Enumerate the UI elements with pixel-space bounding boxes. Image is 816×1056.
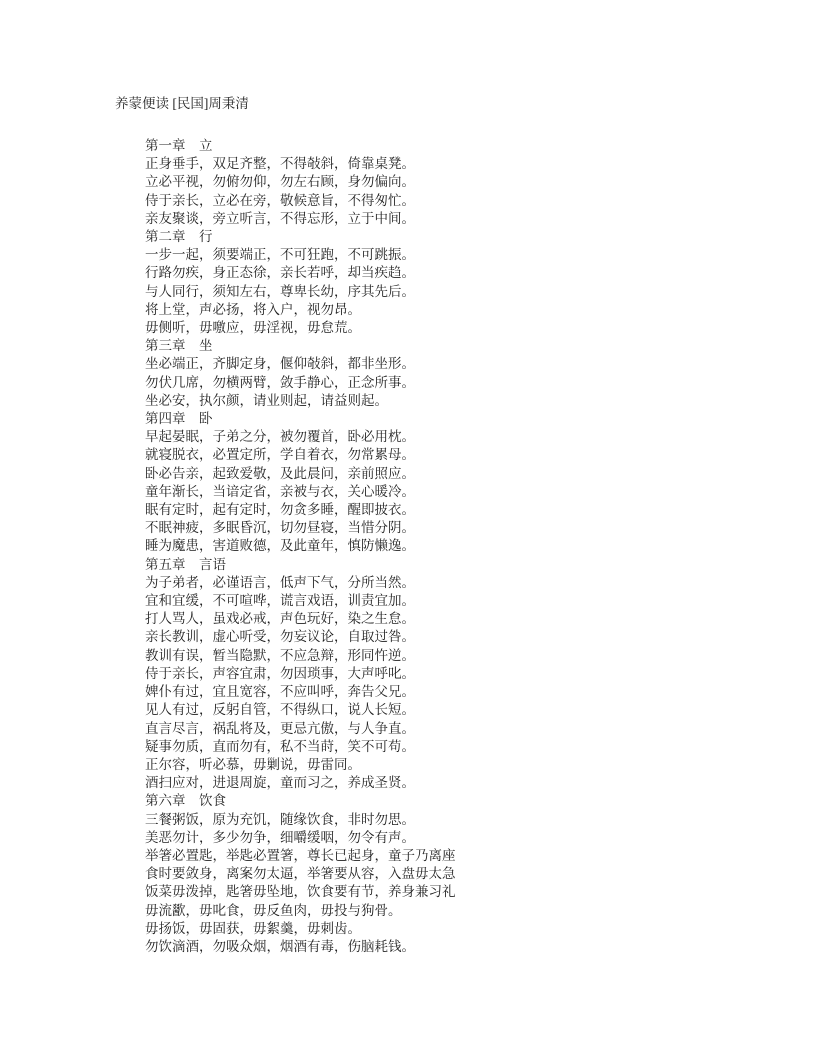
section-heading: 第三章 坐: [145, 338, 213, 354]
text-line: 毋扬饭，毋固获，毋絮羹，毋刺齿。: [145, 920, 361, 936]
text-line: 勿饮滴酒，勿吸众烟，烟酒有毒，伤脑耗钱。: [145, 938, 415, 954]
text-line: 正尔容，听必慕，毋剿说，毋雷同。: [145, 756, 361, 772]
text-line: 坐必端正，齐脚定身，偃仰敧斜，都非坐形。: [145, 356, 415, 372]
text-line: 亲长教训，虚心听受，勿妄议论，自取过咎。: [145, 629, 415, 645]
text-line: 睡为魔患，害道败德，及此童年，慎防懒逸。: [145, 538, 415, 554]
text-line: 早起晏眠，子弟之分，被勿覆首，卧必用枕。: [145, 429, 415, 445]
section-heading: 第一章 立: [145, 138, 213, 153]
text-line: 卧必告亲，起致爱敬，及此晨问，亲前照应。: [145, 465, 415, 481]
section-heading: 第六章 饮食: [145, 793, 226, 809]
text-line: 不眠神疲，多眠昏沉，切勿昼寝，当惜分阴。: [145, 520, 415, 536]
text-line: 直言尽言，祸乱将及，更忌亢傲，与人争直。: [145, 720, 415, 736]
text-line: 为子弟者，必谨语言，低声下气，分所当然。: [145, 574, 415, 590]
text-line: 行路勿疾，身正态徐，亲长若呼，却当疾趋。: [145, 265, 415, 281]
text-line: 美恶勿计，多少勿争，细嚼缓咽，勿令有声。: [145, 829, 415, 845]
document-title: 养蒙便读 [民国]周秉清: [115, 96, 249, 111]
text-line: 举箸必置匙，举匙必置箸，尊长已起身，童子乃离座: [145, 847, 456, 863]
text-line: 毋侧听，毋噭应，毋淫视，毋怠荒。: [145, 320, 361, 336]
text-line: 与人同行，须知左右，尊卑长幼，序其先后。: [145, 283, 415, 299]
text-line: 疑事勿质，直而勿有，私不当莳，笑不可苟。: [145, 738, 415, 754]
text-line: 侍于亲长，立必在旁，敬候意旨，不得匆忙。: [145, 192, 415, 208]
section-heading: 第五章 言语: [145, 556, 226, 572]
text-line: 婢仆有过，宜且宽容，不应叫呼，奔告父兄。: [145, 684, 415, 700]
text-line: 正身垂手，双足齐整，不得敧斜，倚靠桌凳。: [145, 156, 415, 172]
text-line: 见人有过，反躬自管，不得纵口，说人长短。: [145, 702, 415, 718]
text-line: 亲友聚谈，旁立听言，不得忘形，立于中间。: [145, 210, 415, 226]
text-line: 就寝脱衣，必置定所，学自着衣，勿常累母。: [145, 447, 415, 463]
text-line: 眠有定时，起有定时，勿贪多睡，醒即披衣。: [145, 502, 415, 518]
text-line: 勿伏几席，勿横两臂，敛手静心，正念所事。: [145, 374, 415, 390]
text-line: 一步一起，须要端正，不可狂跑，不可跳振。: [145, 247, 415, 263]
text-line: 酒扫应对，进退周旋，童而习之，养成圣贤。: [145, 775, 415, 791]
text-line: 打人骂人，虽戏必戒，声色玩好，染之生怠。: [145, 611, 415, 627]
document-body: [115, 95, 735, 956]
text-line: 童年渐长，当谙定省，亲被与衣，关心暖冷。: [145, 483, 415, 499]
text-line: 坐必安，执尔颜，请业则起，请益则起。: [145, 392, 388, 408]
section-heading: 第二章 行: [145, 229, 213, 245]
text-line: 将上堂，声必扬，将入户，视勿昂。: [145, 301, 361, 317]
section-heading: 第四章 卧: [145, 411, 213, 427]
text-line: 教训有误，暂当隐默，不应急辩，形同忤逆。: [145, 647, 415, 663]
text-line: 侍于亲长，声容宜肃，勿因琐事，大声呼叱。: [145, 665, 415, 681]
text-line: 三餐粥饭，原为充饥，随缘饮食，非时勿思。: [145, 811, 415, 827]
text-line: 饭菜毋泼掉，匙箸毋坠地，饮食要有节，养身兼习礼: [145, 884, 456, 900]
document-content: [145, 137, 735, 956]
text-line: 立必平视，勿俯勿仰，勿左右顾，身勿偏向。: [145, 174, 415, 190]
text-line: 毋流歠，毋叱食，毋反鱼肉，毋投与狗骨。: [145, 902, 402, 918]
text-line: 食时要敛身，离案勿太逼，举箸要从容，入盘毋太急: [145, 866, 456, 882]
text-line: 宜和宜缓，不可喧哗，谎言戏语，训责宜加。: [145, 593, 415, 609]
